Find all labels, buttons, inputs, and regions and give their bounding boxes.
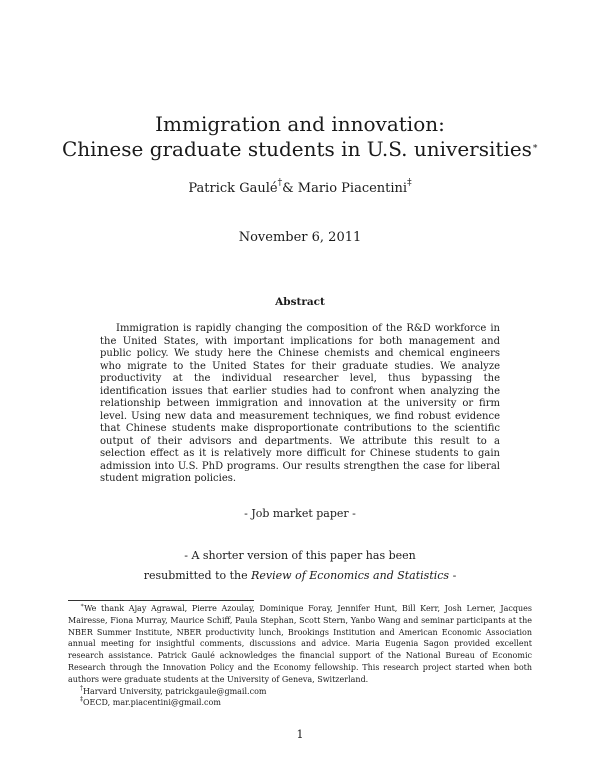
title-line-1: Immigration and innovation:: [155, 112, 445, 136]
author-gaule: Patrick Gaulé: [188, 181, 278, 196]
footnote-3-text: OECD, mar.piacentini@gmail.com: [83, 698, 221, 708]
footnote-1-mark: ∗: [80, 602, 85, 609]
title-line-2: [0, 137, 600, 162]
resubmission-line-2: [0, 566, 600, 586]
authors: [0, 178, 600, 196]
footnote-acknowledgements: [68, 603, 532, 686]
footnote-2-mark: †: [80, 684, 83, 692]
footnote-1-text: We thank Ajay Agrawal, Pierre Azoulay, Dominique Foray, Jennifer Hunt, Bill Kerr, Josh Lerner, Jacques Mairesse, Fiona Murray, Maurice Schiff, Paula Stephan, Scott Stern, Yanbo Wang and seminar participants at the NBER Summer Institute, NBER productivity lunch, Brookings Institution and American Economic Association annual meeting for insightful comments, discussions and advice. Maria Eugenia Sagon provided excellent research assistance. Patrick Gaulé acknowledges the financial support of the National Bureau of Economic Research through the Innovation Policy and the Economy fellowship. This research project started when both authors were graduate students at the University of Geneva, Switzerland.: [68, 604, 532, 684]
footnote-affiliation-gaule: [68, 686, 532, 698]
title-line-2-text: Chinese graduate students in U.S. universities: [61, 137, 532, 161]
abstract-heading: Abstract: [275, 296, 325, 308]
paper-title: [0, 112, 600, 162]
footnote-3-mark: ‡: [80, 696, 83, 704]
resubmission-prefix: resubmitted to the: [143, 569, 252, 582]
author-piacentini-mark: ‡: [407, 178, 412, 188]
journal-name: Review of Economics and Statistics: [251, 569, 450, 582]
title-footnote-mark: ∗: [531, 142, 539, 152]
paper-date: November 6, 2011: [238, 230, 362, 245]
footnote-2-text: Harvard University, patrickgaule@gmail.com: [83, 686, 267, 696]
author-gaule-mark: †: [277, 178, 283, 188]
author-separator: &: [282, 181, 298, 196]
page-number: 1: [296, 728, 304, 741]
footnote-rule: [68, 600, 254, 601]
resubmission-suffix: -: [449, 569, 457, 582]
footnote-affiliation-piacentini: [68, 697, 532, 709]
job-market-note: - Job market paper -: [244, 507, 356, 520]
resubmission-line-1: - A shorter version of this paper has been: [184, 549, 416, 562]
footnotes: [68, 603, 532, 709]
author-piacentini: Mario Piacentini: [297, 181, 408, 196]
resubmission-note: [0, 546, 600, 586]
abstract-text: Immigration is rapidly changing the composition of the R&D workforce in the United States, with important implications for both management and public policy. We study here the Chinese chemists and chemical engineers who migrate to the United States for their graduate studies. We analyze productivity at the individual researcher level, thus bypassing the identification issues that earlier studies had to confront when analyzing the relationship between immigration and innovation at the university or firm level. Using new data and measurement techniques, we find robust evidence that Chinese students make disproportionate contributions to the scientific output of their advisors and departments. We attribute this result to a selection effect as it is relatively more difficult for Chinese students to gain admission into U.S. PhD programs. Our results strengthen the case for liberal student migration policies.: [100, 323, 500, 484]
